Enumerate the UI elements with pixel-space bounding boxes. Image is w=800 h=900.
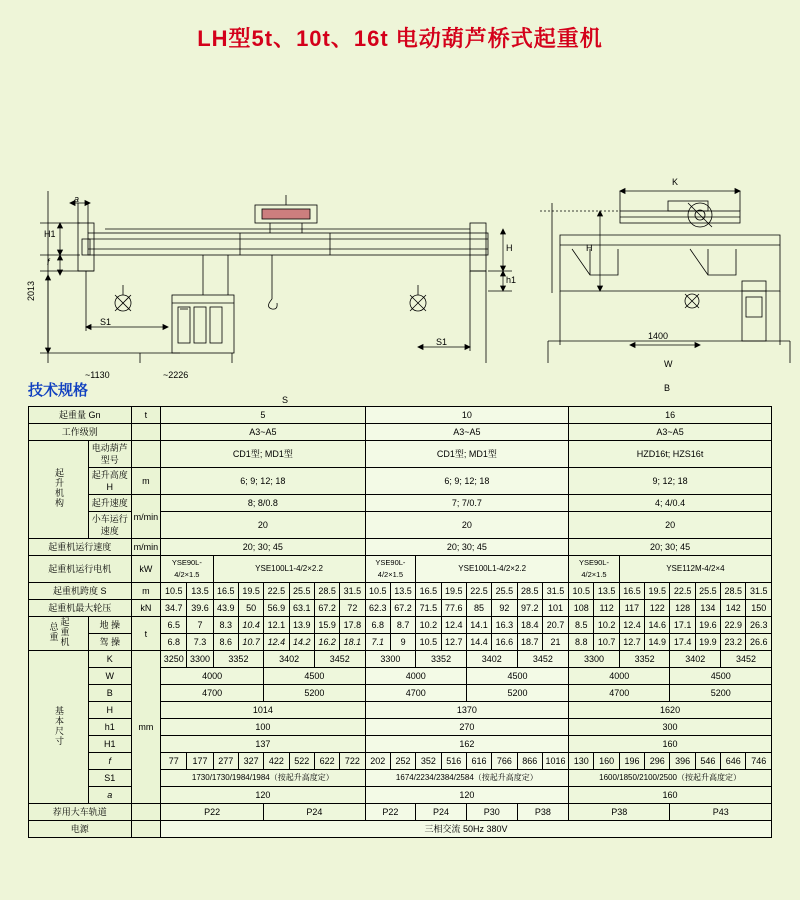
row-label-span: 起重机跨度 S: [29, 583, 132, 600]
label-1130: ~1130: [85, 370, 110, 380]
cw-5t-3: 10.7: [238, 634, 263, 651]
K-10t-0: 3300: [365, 651, 416, 668]
crane-motor-16t-a: YSE90L-4/2×1.5: [569, 556, 620, 583]
gw-10t-6: 18.4: [517, 617, 542, 634]
row-unit-span: m: [131, 583, 161, 600]
cw-16t-1: 10.7: [594, 634, 619, 651]
hoist-model-16t: HZD16t; HZS16t: [569, 441, 772, 468]
B-10t-1: 5200: [466, 685, 568, 702]
f-10t-6: 866: [517, 753, 542, 770]
wp-16t-3: 122: [645, 600, 670, 617]
f-10t-0: 202: [365, 753, 390, 770]
S1-16t: 1600/1850/2100/2500（按起升高度定）: [569, 770, 772, 787]
a-5t: 120: [161, 787, 366, 804]
f-16t-1: 160: [594, 753, 619, 770]
f-16t-7: 746: [746, 753, 772, 770]
f-16t-2: 196: [619, 753, 644, 770]
span-16t-7: 31.5: [746, 583, 772, 600]
label-S: S: [282, 395, 289, 405]
label-f: f: [47, 257, 50, 267]
row-unit-crane-speed: m/min: [131, 539, 161, 556]
B-5t-1: 5200: [264, 685, 365, 702]
W-5t-0: 4000: [161, 668, 264, 685]
label-S1-left: S1: [100, 317, 112, 327]
span-10t-4: 22.5: [466, 583, 491, 600]
dim-label-H1: H1: [89, 736, 132, 753]
rail-16t-1: P43: [670, 804, 772, 821]
K-5t-1: 3300: [187, 651, 213, 668]
crane-drawing: [0, 63, 800, 363]
B-5t-0: 4700: [161, 685, 264, 702]
capacity-5t: 5: [161, 407, 366, 424]
wp-16t-6: 142: [721, 600, 746, 617]
span-16t-0: 10.5: [569, 583, 594, 600]
group-label-total-weight: 起重机总重: [29, 617, 89, 651]
label-H-right: H: [586, 243, 593, 253]
section-title: 技术规格: [28, 382, 89, 399]
table-row: [29, 495, 772, 512]
wp-16t-1: 112: [594, 600, 619, 617]
dim-label-W: W: [89, 668, 132, 685]
gw-5t-5: 13.9: [289, 617, 314, 634]
rail-10t-1: P24: [416, 804, 467, 821]
row-unit-hoist-model: [131, 441, 161, 468]
rail-10t-2: P30: [466, 804, 517, 821]
f-5t-4: 422: [264, 753, 289, 770]
table-row: [29, 441, 772, 468]
cw-5t-7: 18.1: [340, 634, 365, 651]
f-10t-5: 766: [492, 753, 517, 770]
f-5t-0: 77: [161, 753, 187, 770]
cw-5t-6: 16.2: [314, 634, 339, 651]
label-1400: 1400: [648, 331, 669, 341]
label-S1-right: S1: [436, 337, 448, 347]
group-label-dims: 基本尺寸: [29, 651, 89, 804]
cw-16t-4: 17.4: [670, 634, 695, 651]
row-unit-capacity: t: [131, 407, 161, 424]
duty-5t: A3~A5: [161, 424, 366, 441]
span-5t-3: 19.5: [238, 583, 263, 600]
gw-16t-4: 17.1: [670, 617, 695, 634]
rail-16t-0: P38: [569, 804, 670, 821]
cw-5t-4: 12.4: [264, 634, 289, 651]
wp-16t-4: 128: [670, 600, 695, 617]
row-unit-wheel-pressure: kN: [131, 600, 161, 617]
duty-10t: A3~A5: [365, 424, 569, 441]
W-10t-1: 4500: [466, 668, 568, 685]
S1-10t: 1674/2234/2384/2584（按起升高度定）: [365, 770, 569, 787]
row-unit-speed: m/min: [131, 495, 161, 539]
row-label-power: 电源: [29, 821, 132, 838]
gw-5t-4: 12.1: [264, 617, 289, 634]
row-label-crane-speed: 起重机运行速度: [29, 539, 132, 556]
gw-5t-2: 8.3: [213, 617, 238, 634]
span-10t-6: 28.5: [517, 583, 542, 600]
dim-label-a: a: [89, 787, 132, 804]
rail-10t-3: P38: [517, 804, 569, 821]
gw-5t-6: 15.9: [314, 617, 339, 634]
label-2013: 2013: [26, 280, 36, 301]
table-row: [29, 539, 772, 556]
wp-10t-2: 71.5: [416, 600, 441, 617]
lift-height-16t: 9; 12; 18: [569, 468, 772, 495]
wp-16t-0: 108: [569, 600, 594, 617]
cw-10t-7: 21: [542, 634, 568, 651]
table-row: [29, 821, 772, 838]
wp-5t-7: 72: [340, 600, 365, 617]
f-10t-1: 252: [390, 753, 415, 770]
W-16t-1: 4500: [670, 668, 772, 685]
cw-10t-1: 9: [390, 634, 415, 651]
wp-5t-3: 50: [238, 600, 263, 617]
row-label-capacity: 起重量 Gn: [29, 407, 132, 424]
label-h1-left: h1: [506, 275, 517, 285]
row-unit-power: [131, 821, 161, 838]
gw-10t-1: 8.7: [390, 617, 415, 634]
span-16t-2: 16.5: [619, 583, 644, 600]
cw-10t-6: 18.7: [517, 634, 542, 651]
table-row: [29, 583, 772, 600]
span-5t-6: 28.5: [314, 583, 339, 600]
wp-5t-5: 63.1: [289, 600, 314, 617]
span-10t-2: 16.5: [416, 583, 441, 600]
crane-speed-5t: 20; 30; 45: [161, 539, 366, 556]
gw-16t-3: 14.6: [645, 617, 670, 634]
cw-16t-6: 23.2: [721, 634, 746, 651]
crane-motor-16t-b: YSE112M-4/2×4: [619, 556, 771, 583]
label-H-left: H: [506, 243, 513, 253]
lift-speed-5t: 8; 8/0.8: [161, 495, 366, 512]
span-10t-5: 25.5: [492, 583, 517, 600]
h1-16t: 300: [569, 719, 772, 736]
row-label-duty: 工作级别: [29, 424, 132, 441]
W-16t-0: 4000: [569, 668, 670, 685]
crane-motor-5t-b: YSE100L1-4/2×2.2: [213, 556, 365, 583]
span-16t-1: 13.5: [594, 583, 619, 600]
span-16t-4: 22.5: [670, 583, 695, 600]
gw-5t-7: 17.8: [340, 617, 365, 634]
table-row: [29, 617, 772, 634]
lift-height-10t: 6; 9; 12; 18: [365, 468, 569, 495]
capacity-10t: 10: [365, 407, 569, 424]
gw-5t-3: 10.4: [238, 617, 263, 634]
dim-label-H: H: [89, 702, 132, 719]
wp-10t-0: 62.3: [365, 600, 390, 617]
wp-10t-1: 67.2: [390, 600, 415, 617]
H-10t: 1370: [365, 702, 569, 719]
f-16t-3: 296: [645, 753, 670, 770]
table-row: [29, 424, 772, 441]
cw-16t-5: 19.9: [695, 634, 720, 651]
trolley-speed-10t: 20: [365, 512, 569, 539]
capacity-16t: 16: [569, 407, 772, 424]
wp-10t-3: 77.6: [441, 600, 466, 617]
span-10t-3: 19.5: [441, 583, 466, 600]
table-row: [29, 556, 772, 583]
gw-10t-0: 6.8: [365, 617, 390, 634]
K-16t-0: 3300: [569, 651, 620, 668]
wp-10t-5: 92: [492, 600, 517, 617]
H1-5t: 137: [161, 736, 366, 753]
dim-label-h1: h1: [89, 719, 132, 736]
crane-motor-10t-b: YSE100L1-4/2×2.2: [416, 556, 569, 583]
row-label-rail: 荐用大车轨道: [29, 804, 132, 821]
table-row: [29, 407, 772, 424]
rail-10t-0: P22: [365, 804, 416, 821]
dims-unit: mm: [131, 651, 161, 804]
cw-16t-2: 12.7: [619, 634, 644, 651]
wp-16t-5: 134: [695, 600, 720, 617]
gw-10t-4: 14.1: [466, 617, 491, 634]
row-label-crane-motor: 起重机运行电机: [29, 556, 132, 583]
gw-10t-5: 16.3: [492, 617, 517, 634]
wp-16t-7: 150: [746, 600, 772, 617]
f-5t-5: 522: [289, 753, 314, 770]
table-row: [29, 468, 772, 495]
rail-5t-1: P24: [264, 804, 365, 821]
K-5t-0: 3250: [161, 651, 187, 668]
K-5t-3: 3402: [264, 651, 315, 668]
cw-16t-7: 26.6: [746, 634, 772, 651]
span-5t-1: 13.5: [187, 583, 213, 600]
lift-speed-16t: 4; 4/0.4: [569, 495, 772, 512]
row-unit-crane-motor: kW: [131, 556, 161, 583]
page-title: LH型5t、10t、16t 电动葫芦桥式起重机: [197, 26, 603, 51]
label-H1: H1: [44, 229, 56, 239]
cw-10t-3: 12.7: [441, 634, 466, 651]
label-a: a: [74, 194, 80, 204]
row-label-wheel-pressure: 起重机最大轮压: [29, 600, 132, 617]
a-10t: 120: [365, 787, 569, 804]
wp-5t-4: 56.9: [264, 600, 289, 617]
K-5t-2: 3352: [213, 651, 264, 668]
B-16t-1: 5200: [670, 685, 772, 702]
row-label-lift-height: 起升高度H: [89, 468, 132, 495]
f-5t-3: 327: [238, 753, 263, 770]
gw-5t-0: 6.5: [161, 617, 187, 634]
K-10t-2: 3402: [466, 651, 517, 668]
gw-16t-0: 8.5: [569, 617, 594, 634]
f-16t-6: 646: [721, 753, 746, 770]
H-16t: 1620: [569, 702, 772, 719]
trolley-speed-16t: 20: [569, 512, 772, 539]
W-10t-0: 4000: [365, 668, 466, 685]
gw-16t-2: 12.4: [619, 617, 644, 634]
cw-10t-5: 16.6: [492, 634, 517, 651]
B-10t-0: 4700: [365, 685, 466, 702]
gw-10t-3: 12.4: [441, 617, 466, 634]
span-5t-0: 10.5: [161, 583, 187, 600]
cw-5t-0: 6.8: [161, 634, 187, 651]
span-16t-5: 25.5: [695, 583, 720, 600]
row-unit-weight: t: [131, 617, 161, 651]
f-10t-3: 516: [441, 753, 466, 770]
wp-10t-6: 97.2: [517, 600, 542, 617]
wp-5t-6: 67.2: [314, 600, 339, 617]
crane-motor-10t-a: YSE90L-4/2×1.5: [365, 556, 416, 583]
cw-5t-2: 8.6: [213, 634, 238, 651]
lift-height-5t: 6; 9; 12; 18: [161, 468, 366, 495]
gw-10t-7: 20.7: [542, 617, 568, 634]
gw-16t-1: 10.2: [594, 617, 619, 634]
rail-5t-0: P22: [161, 804, 264, 821]
spec-table: [28, 406, 772, 838]
wp-5t-2: 43.9: [213, 600, 238, 617]
wp-10t-4: 85: [466, 600, 491, 617]
cw-5t-5: 14.2: [289, 634, 314, 651]
span-10t-1: 13.5: [390, 583, 415, 600]
f-5t-2: 277: [213, 753, 238, 770]
row-label-cabin-control: 驾 操: [89, 634, 132, 651]
h1-10t: 270: [365, 719, 569, 736]
crane-speed-16t: 20; 30; 45: [569, 539, 772, 556]
f-10t-7: 1016: [542, 753, 568, 770]
row-label-ground-control: 地 操: [89, 617, 132, 634]
span-10t-0: 10.5: [365, 583, 390, 600]
wp-10t-7: 101: [542, 600, 568, 617]
f-5t-7: 722: [340, 753, 365, 770]
K-16t-2: 3402: [670, 651, 721, 668]
label-W: W: [664, 359, 673, 369]
span-10t-7: 31.5: [542, 583, 568, 600]
trolley-speed-5t: 20: [161, 512, 366, 539]
dim-label-f: f: [89, 753, 132, 770]
table-row: [29, 600, 772, 617]
f-16t-0: 130: [569, 753, 594, 770]
power-value: 三相交流 50Hz 380V: [161, 821, 772, 838]
f-16t-5: 546: [695, 753, 720, 770]
dim-label-S1: S1: [89, 770, 132, 787]
cw-16t-0: 8.8: [569, 634, 594, 651]
K-10t-1: 3352: [416, 651, 467, 668]
f-5t-6: 622: [314, 753, 339, 770]
dim-label-K: K: [89, 651, 132, 668]
row-label-trolley-speed: 小车运行速度: [89, 512, 132, 539]
label-B: B: [664, 383, 671, 393]
table-row: [29, 651, 772, 668]
cw-5t-1: 7.3: [187, 634, 213, 651]
B-16t-0: 4700: [569, 685, 670, 702]
a-16t: 160: [569, 787, 772, 804]
gw-16t-6: 22.9: [721, 617, 746, 634]
crane-motor-5t-a: YSE90L-4/2×1.5: [161, 556, 214, 583]
row-unit-rail: [131, 804, 161, 821]
K-16t-1: 3352: [619, 651, 670, 668]
hoist-model-5t: CD1型; MD1型: [161, 441, 366, 468]
label-2226: ~2226: [163, 370, 189, 380]
dim-label-B: B: [89, 685, 132, 702]
hoist-model-10t: CD1型; MD1型: [365, 441, 569, 468]
group-label-hoist: 起升机构: [29, 441, 89, 539]
cw-10t-2: 10.5: [416, 634, 441, 651]
crane-speed-10t: 20; 30; 45: [365, 539, 569, 556]
f-10t-2: 352: [416, 753, 441, 770]
span-5t-2: 16.5: [213, 583, 238, 600]
K-5t-4: 3452: [314, 651, 365, 668]
label-K: K: [672, 177, 679, 187]
K-10t-3: 3452: [517, 651, 569, 668]
W-5t-1: 4500: [264, 668, 365, 685]
gw-10t-2: 10.2: [416, 617, 441, 634]
span-16t-3: 19.5: [645, 583, 670, 600]
cw-10t-4: 14.4: [466, 634, 491, 651]
f-10t-4: 616: [466, 753, 491, 770]
wp-5t-1: 39.6: [187, 600, 213, 617]
gw-16t-5: 19.6: [695, 617, 720, 634]
f-16t-4: 396: [670, 753, 695, 770]
H1-16t: 160: [569, 736, 772, 753]
h1-5t: 100: [161, 719, 366, 736]
wp-5t-0: 34.7: [161, 600, 187, 617]
lift-speed-10t: 7; 7/0.7: [365, 495, 569, 512]
cw-10t-0: 7.1: [365, 634, 390, 651]
table-row: [29, 804, 772, 821]
gw-5t-1: 7: [187, 617, 213, 634]
row-label-hoist-model: 电动葫芦型号: [89, 441, 132, 468]
span-16t-6: 28.5: [721, 583, 746, 600]
span-5t-4: 22.5: [264, 583, 289, 600]
gw-16t-7: 26.3: [746, 617, 772, 634]
H1-10t: 162: [365, 736, 569, 753]
cw-16t-3: 14.9: [645, 634, 670, 651]
row-unit-lift-height: m: [131, 468, 161, 495]
row-unit-duty: [131, 424, 161, 441]
row-label-lift-speed: 起升速度: [89, 495, 132, 512]
duty-16t: A3~A5: [569, 424, 772, 441]
span-5t-7: 31.5: [340, 583, 365, 600]
f-5t-1: 177: [187, 753, 213, 770]
S1-5t: 1730/1730/1984/1984（按起升高度定）: [161, 770, 366, 787]
span-5t-5: 25.5: [289, 583, 314, 600]
H-5t: 1014: [161, 702, 366, 719]
K-16t-3: 3452: [721, 651, 772, 668]
wp-16t-2: 117: [619, 600, 644, 617]
